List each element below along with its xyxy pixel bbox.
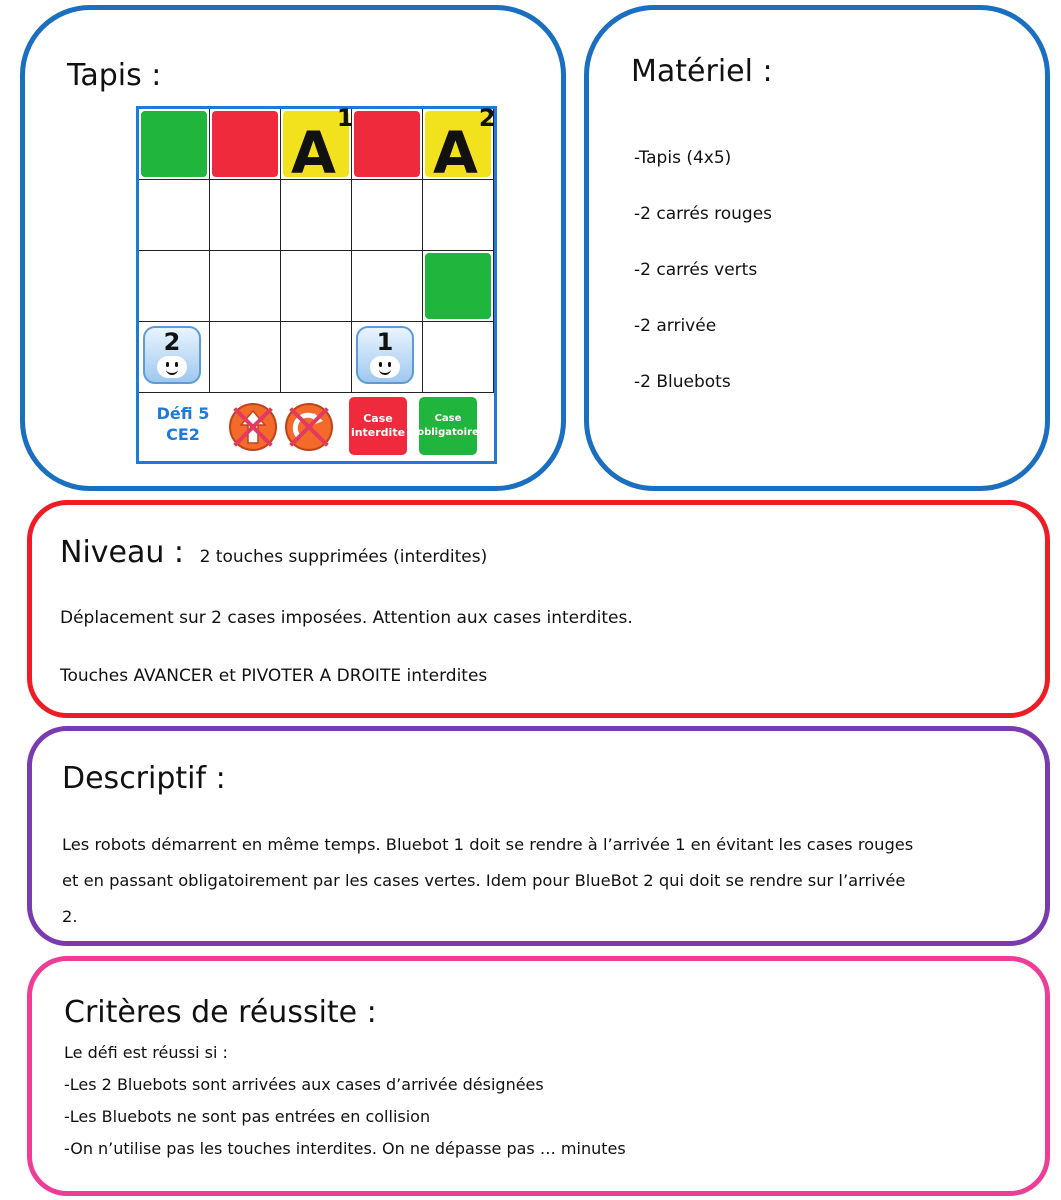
niveau-title: Niveau :	[60, 535, 185, 570]
bluebot-mat	[136, 106, 497, 464]
forbidden-square-legend: Case interdite	[349, 397, 407, 455]
materiel-panel	[584, 5, 1050, 491]
arrival-square	[425, 104, 496, 187]
grid-cell	[352, 251, 423, 322]
grid-cell	[423, 104, 496, 187]
grid-cell	[281, 322, 352, 393]
list-item: -Les 2 Bluebots sont arrivées aux cases d’arrivée désignées	[64, 1075, 544, 1094]
criteres-title: Critères de réussite :	[64, 995, 377, 1030]
grid-cell	[139, 322, 210, 393]
forbidden-forward-icon	[229, 403, 277, 451]
grid-cell	[281, 104, 354, 187]
mandatory-square	[425, 253, 491, 319]
bluebot-number: 2	[163, 328, 181, 356]
mat-grid	[139, 104, 496, 393]
list-item: -Les Bluebots ne sont pas entrées en collision	[64, 1107, 431, 1126]
descriptif-line-3: 2.	[62, 907, 78, 926]
descriptif-line-1: Les robots démarrent en même temps. Bluebot 1 doit se rendre à l’arrivée 1 en évitant les cases rouges	[62, 835, 914, 854]
niveau-panel	[27, 500, 1050, 718]
tapis-title: Tapis :	[67, 58, 162, 93]
grid-cell	[210, 109, 281, 180]
grid-cell	[139, 251, 210, 322]
list-item: -2 carrés rouges	[634, 204, 773, 224]
forbidden-square	[354, 111, 420, 177]
niveau-line-2: Touches AVANCER et PIVOTER A DROITE interdites	[60, 666, 488, 686]
materiel-list	[634, 130, 772, 410]
grid-cell	[210, 322, 281, 393]
forbidden-square	[212, 111, 278, 177]
descriptif-line-2: et en passant obligatoirement par les cases vertes. Idem pour BlueBot 2 qui doit se rendre sur l’arrivée	[62, 871, 906, 890]
bluebot-icon	[143, 326, 201, 384]
grid-cell	[352, 109, 423, 180]
grid-cell	[352, 180, 423, 251]
descriptif-panel	[27, 726, 1050, 946]
niveau-subtitle: 2 touches supprimées (interdites)	[199, 547, 488, 567]
arrival-number: 2	[478, 104, 496, 132]
bluebot-icon	[356, 326, 414, 384]
grid-cell	[210, 251, 281, 322]
forbidden-turn-right-icon	[285, 403, 333, 451]
list-item: -On n’utilise pas les touches interdites. On ne dépasse pas … minutes	[64, 1139, 626, 1158]
list-item: -2 carrés verts	[634, 260, 758, 280]
grid-cell	[281, 251, 352, 322]
grid-cell	[281, 180, 352, 251]
grid-cell	[423, 322, 494, 393]
grid-cell	[423, 251, 494, 322]
challenge-level: CE2	[166, 425, 200, 444]
list-item: -2 Bluebots	[634, 372, 731, 392]
challenge-number: Défi 5	[156, 404, 210, 423]
criteres-panel	[27, 956, 1050, 1196]
descriptif-title: Descriptif :	[62, 761, 226, 796]
list-item: -2 arrivée	[634, 316, 717, 336]
challenge-label	[147, 403, 219, 445]
arrival-square	[283, 104, 354, 187]
niveau-line-1: Déplacement sur 2 cases imposées. Attention aux cases interdites.	[60, 608, 633, 628]
arrival-letter: A	[433, 118, 478, 187]
grid-cell	[139, 180, 210, 251]
niveau-heading	[60, 535, 487, 570]
tapis-panel	[20, 5, 566, 491]
grid-cell	[423, 180, 494, 251]
grid-cell	[139, 109, 210, 180]
mat-legend	[139, 393, 494, 461]
mandatory-square-legend: Case obligatoire	[419, 397, 477, 455]
arrival-letter: A	[291, 118, 336, 187]
grid-cell	[210, 180, 281, 251]
criteres-intro: Le défi est réussi si :	[64, 1043, 228, 1062]
grid-cell	[352, 322, 423, 393]
arrival-number: 1	[336, 104, 354, 132]
list-item: -Tapis (4x5)	[634, 148, 732, 168]
bluebot-number: 1	[376, 328, 394, 356]
materiel-title: Matériel :	[631, 54, 773, 89]
mandatory-square	[141, 111, 207, 177]
